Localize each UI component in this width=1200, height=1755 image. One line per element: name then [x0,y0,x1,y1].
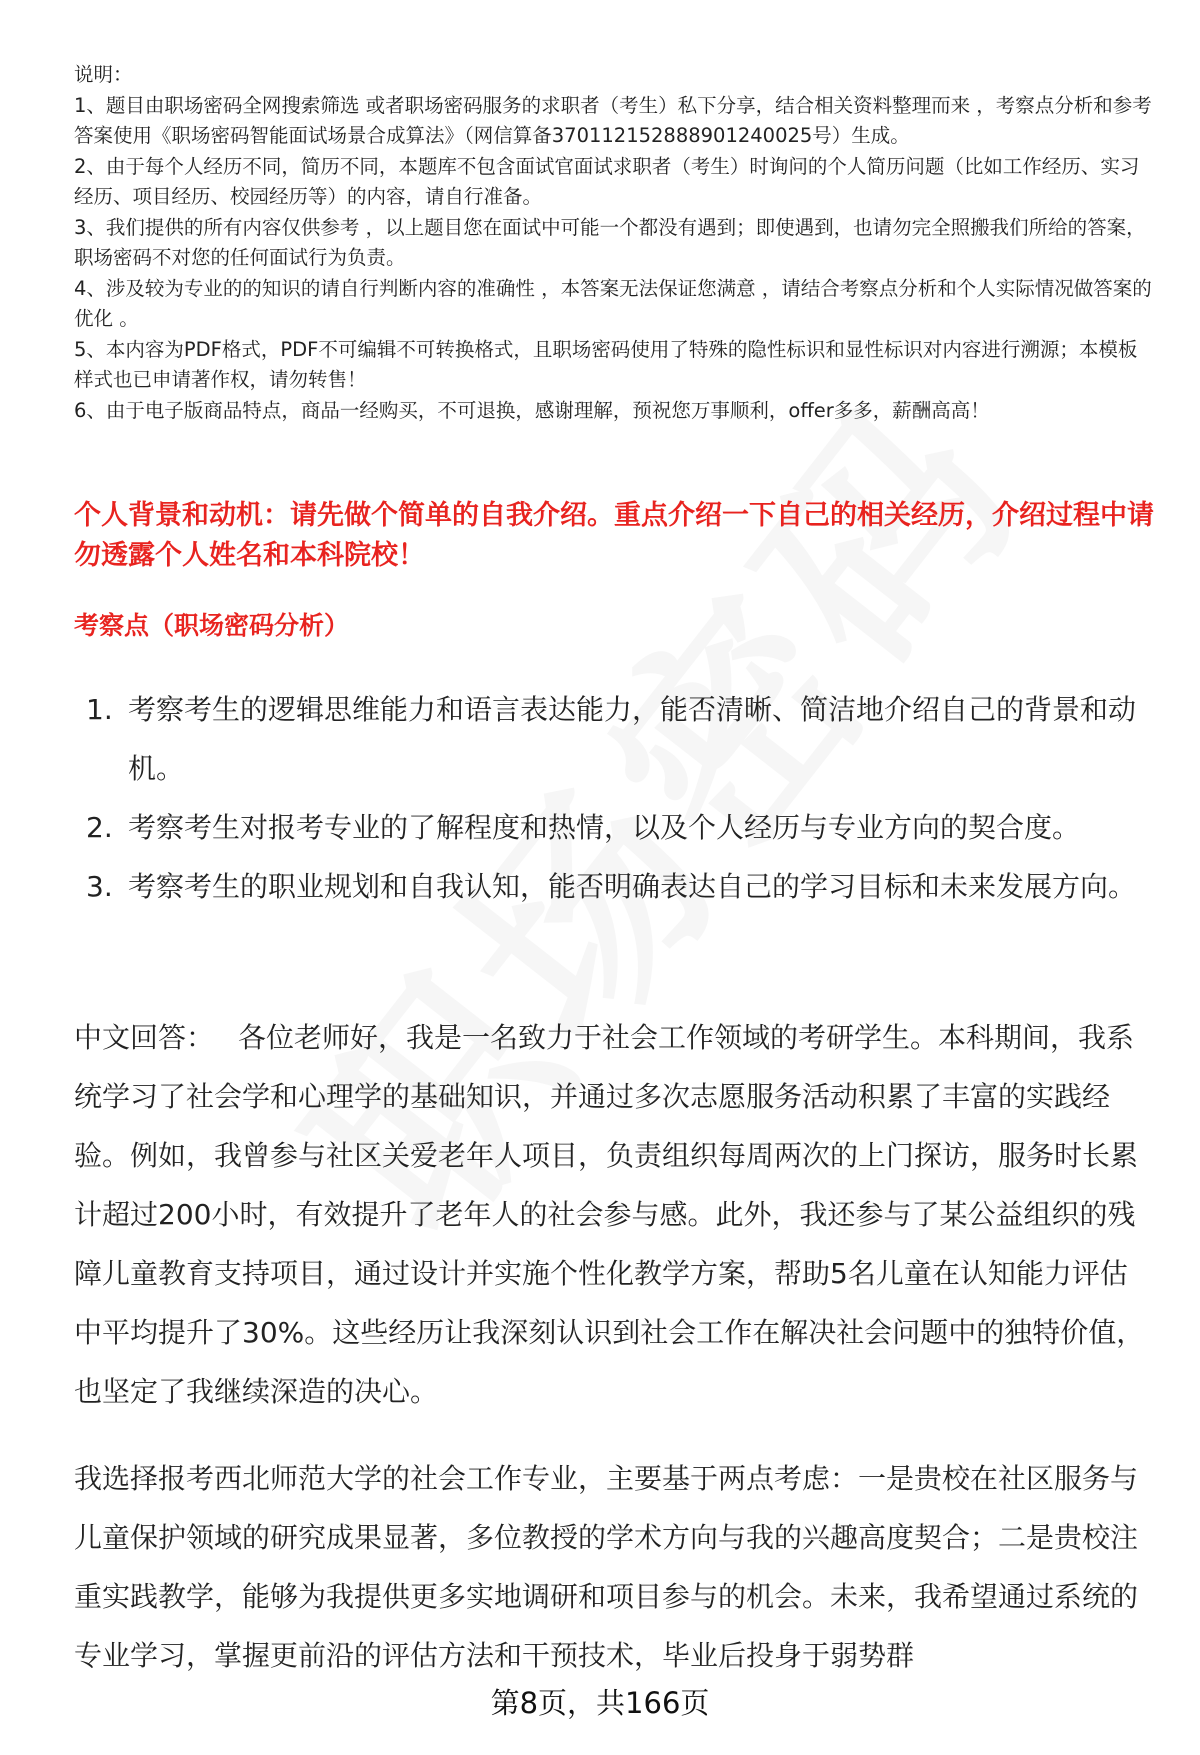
note-item: 2、由于每个人经历不同，简历不同，本题库不包含面试官面试求职者（考生）时询问的个人简历问题（比如工作经历、实习经历、项目经历、校园经历等）的内容，请自行准备。 [74,154,1140,208]
answer-paragraph-1 [74,1008,1154,1421]
point-number: 3. [86,870,113,903]
analysis-point [74,857,1154,916]
point-text: 考察考生的逻辑思维能力和语言表达能力，能否清晰、简洁地介绍自己的背景和动机。 [128,693,1137,785]
note-item: 4、涉及较为专业的的知识的请自行判断内容的准确性 ，本答案无法保证您满意 ，请结合考察点分析和个人实际情况做答案的优化 。 [74,276,1152,330]
analysis-points [74,680,1154,916]
answer-paragraph-2: 我选择报考西北师范大学的社会工作专业，主要基于两点考虑：一是贵校在社区服务与儿童保护领域的研究成果显著，多位教授的学术方向与我的兴趣高度契合；二是贵校注重实践教学，能够为我提供更多实地调研和项目参与的机会。未来，我希望通过系统的专业学习，掌握更前沿的评估方法和干预技术，毕业后投身于弱势群 [74,1462,1139,1672]
disclaimer-notes [74,60,1154,426]
point-number: 2. [86,811,113,844]
point-text: 考察考生对报考专业的了解程度和热情，以及个人经历与专业方向的契合度。 [128,811,1081,844]
point-number: 1. [86,693,113,726]
analysis-point [74,798,1154,857]
answer-text-1: 各位老师好，我是一名致力于社会工作领域的考研学生。本科期间，我系统学习了社会学和心理学的基础知识，并通过多次志愿服务活动积累了丰富的实践经验。例如，我曾参与社区关爱老年人项目，负责组织每周两次的上门探访，服务时长累计超过200小时，有效提升了老年人的社会参与感。此外，我还参与了某公益组织的残障儿童教育支持项目，通过设计并实施个性化教学方案，帮助5名儿童在认知能力评估中平均提升了30%。这些经历让我深刻认识到社会工作在解决社会问题中的独特价值，也坚定了我继续深造的决心。 [74,1021,1145,1408]
analysis-point [74,680,1154,798]
point-text: 考察考生的职业规划和自我认知，能否明确表达自己的学习目标和未来发展方向。 [128,870,1137,903]
question-title: 个人背景和动机：请先做个简单的自我介绍。重点介绍一下自己的相关经历，介绍过程中请勿透露个人姓名和本科院校！ [74,500,1154,571]
note-item: 3、我们提供的所有内容仅供参考 ，以上题目您在面试中可能一个都没有遇到；即使遇到，也请勿完全照搬我们所给的答案，职场密码不对您的任何面试行为负责。 [74,215,1146,269]
analysis-title: 考察点（职场密码分析） [74,611,350,640]
note-item: 5、本内容为PDF格式，PDF不可编辑不可转换格式，且职场密码使用了特殊的隐性标识和显性标识对内容进行溯源；本模板样式也已申请著作权，请勿转售！ [74,337,1138,391]
page-footer: 第8页，共166页 [0,1683,1200,1723]
notes-heading: 说明： [74,63,133,86]
answer-lead: 中文回答： [74,1021,215,1054]
note-item: 1、题目由职场密码全网搜索筛选 或者职场密码服务的求职者（考生）私下分享，结合相关资料整理而来 ，考察点分析和参考答案使用《职场密码智能面试场景合成算法》（网信算备370112152888901240025号）生成。 [74,93,1152,147]
note-item: 6、由于电子版商品特点，商品一经购买，不可退换，感谢理解，预祝您万事顺利，offer多多，薪酬高高！ [74,398,990,422]
